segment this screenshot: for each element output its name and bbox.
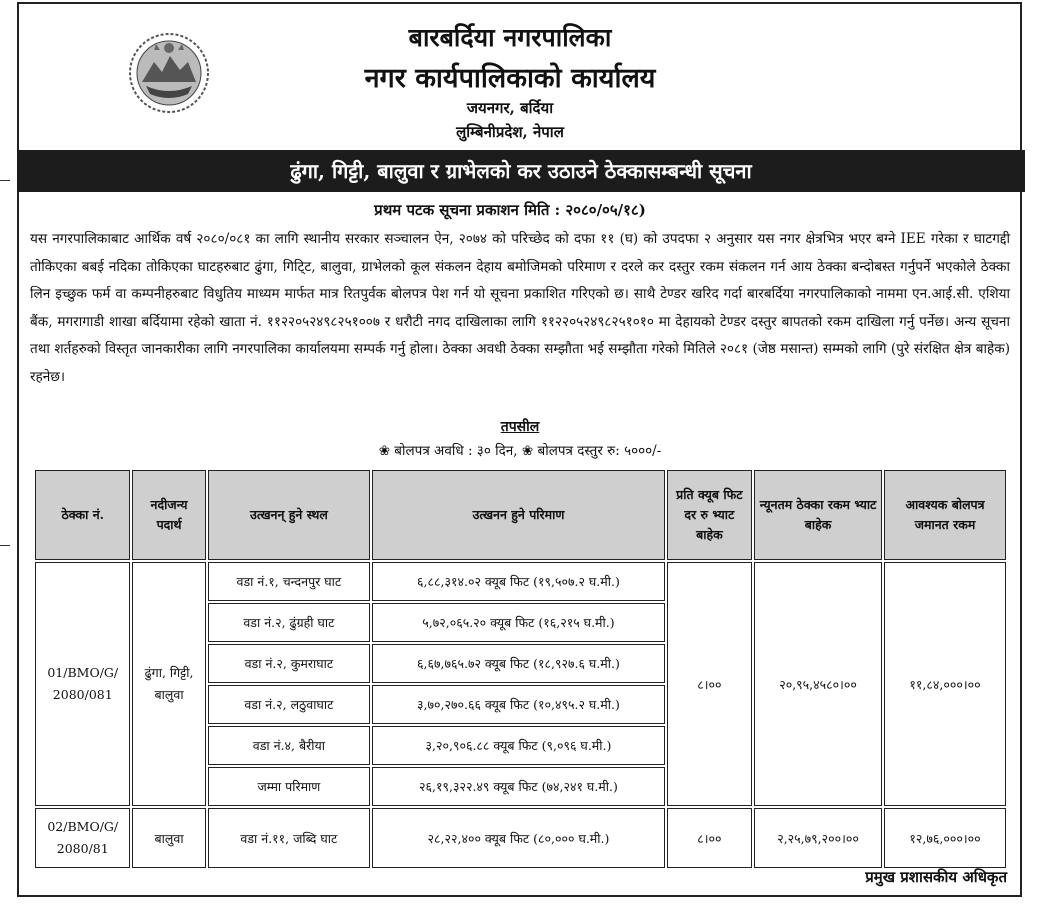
deposit-cell: ११,८४,०००।०० <box>884 562 1006 806</box>
header-deposit: आवश्यक बोलपत्र जमानत रकम <box>884 470 1006 560</box>
margin-mark <box>0 545 10 546</box>
rate-cell: ८।०० <box>667 808 752 868</box>
table-row <box>35 562 1006 601</box>
quantity-cell: ५,७२,०६५.२० क्यूब फिट (१६,२१५ घ.मी.) <box>372 603 665 642</box>
contract-table <box>33 468 1008 870</box>
header-rate: प्रति क्यूब फिट दर रु भ्याट बाहेक <box>667 470 752 560</box>
deposit-cell: १२,७६,०००।०० <box>884 808 1006 868</box>
signatory-title: प्रमुख प्रशासकीय अधिकृत <box>865 868 1007 886</box>
margin-mark <box>0 180 10 181</box>
quantity-cell: २८,२२,४०० क्यूब फिट (८०,००० घ.मी.) <box>372 808 665 868</box>
contract-no-cell: 02/BMO/G/ 2080/81 <box>35 808 130 868</box>
government-emblem-icon <box>128 32 210 114</box>
site-cell: वडा नं.४, बैरीया <box>208 726 371 765</box>
contract-no-cell: 01/BMO/G/ 2080/081 <box>35 562 130 806</box>
total-label-cell: जम्मा परिमाण <box>208 767 371 806</box>
quantity-cell: ३,२०,९०६.८८ क्यूब फिट (९,०९६ घ.मी.) <box>372 726 665 765</box>
min-amount-cell: २,२५,७९,२००।०० <box>754 808 882 868</box>
notice-body: यस नगरपालिकाबाट आर्थिक वर्ष २०८०/०८१ का लागि स्थानीय सरकार सञ्चालन ऐन, २०७४ को परिच्छेद को दफा ११ (घ) को उपदफा २ अनुसार यस नगर क्षेत्रभित्र भएर बग्ने IEE गरेका र घाटगद्दी तोकिएका बबई नदिका तोकिएका घाटहरुबाट ढुंगा, गिटि्ट, बालुवा, ग्राभेलको कूल संकलन देहाय बमोजिमको परिमाण र दरले कर दस्तुर रकम संकलन गर्न आय ठेक्का बन्दोबस्त गर्नुपर्ने भएकोले ठेक्का लिन इच्छुक फर्म वा कम्पनीहरुबाट विधुतिय माध्यम मार्फत मात्र रितपुर्वक बोलपत्र पेश गर्न यो सूचना प्रकाशित गरिएको छ। साथै टेण्डर खरिद गर्दा बारबर्दिया नगरपालिकाको नाममा एन.आई.सी. एशिया बैंक, मगरागाडी शाखा बर्दियामा रहेको खाता नं. ११२२०५२४९८२५१००७ र धरौटी नगद दाखिलाका लागि ११२२०५२४९८२५१०१० मा देहायको टेण्डर दस्तुर बापतको रकम दाखिला गर्नु पर्नेछ। अन्य सूचना तथा शर्तहरुको विस्तृत जानकारीका लागि नगरपालिका कार्यालयमा सम्पर्क गर्नु होला। ठेक्का अवधी ठेक्का सम्झौता भई सम्झौता गरेको मितिले २०८१ (जेष्ठ मसान्त) सम्मको लागि (पुरे संरक्षित क्षेत्र बाहेक) रहनेछ। <box>30 231 1010 385</box>
site-cell: वडा नं.११, जब्दि घाट <box>208 808 371 868</box>
details-subheading: तपसील <box>500 419 540 435</box>
office-address-city: जयनगर, बर्दिया <box>466 99 554 117</box>
site-cell: वडा नं.२, कुमराघाट <box>208 644 371 683</box>
material-cell: बालुवा <box>132 808 205 868</box>
header-site: उत्खनन् हुने स्थल <box>208 470 371 560</box>
office-address-province: लुम्बिनीप्रदेश, नेपाल <box>456 123 564 141</box>
quantity-cell: ३,७०,२७०.६६ क्यूब फिट (१०,४९५.२ घ.मी.) <box>372 685 665 724</box>
site-cell: वडा नं.२, लठुवाघाट <box>208 685 371 724</box>
header-min-amount: न्यूनतम ठेक्का रकम भ्याट बाहेक <box>754 470 882 560</box>
total-quantity-cell: २६,१९,३२२.४९ क्यूब फिट (७४,२४१ घ.मी.) <box>372 767 665 806</box>
office-name: नगर कार्यपालिकाको कार्यालय <box>364 63 656 94</box>
table-row <box>35 808 1006 868</box>
material-cell: ढुंगा, गिट्टी, बालुवा <box>132 562 205 806</box>
notice-title-banner: ढुंगा, गिट्टी, बालुवा र ग्राभेलको कर उठाउने ठेक्कासम्बन्धी सूचना <box>17 150 1025 192</box>
header-quantity: उत्खनन हुने परिमाण <box>372 470 665 560</box>
site-cell: वडा नं.२, ढुंग्रही घाट <box>208 603 371 642</box>
min-amount-cell: २०,९५,४५८०।०० <box>754 562 882 806</box>
header-material: नदीजन्य पदार्थ <box>132 470 205 560</box>
publish-date: प्रथम पटक सूचना प्रकाशन मिति : २०८०/०५/१८) <box>374 201 646 219</box>
rate-cell: ८।०० <box>667 562 752 806</box>
tender-note: ❀ बोलपत्र अवधि : ३० दिन, ❀ बोलपत्र दस्तुर रु: ५०००/- <box>378 443 662 459</box>
site-cell: वडा नं.१, चन्दनपुर घाट <box>208 562 371 601</box>
quantity-cell: ६,८८,३१४.०२ क्यूब फिट (१९,५०७.२ घ.मी.) <box>372 562 665 601</box>
table-header-row <box>35 470 1006 560</box>
header-contract-no: ठेक्का नं. <box>35 470 130 560</box>
quantity-cell: ६,६७,७६५.७२ क्यूब फिट (१८,९२७.६ घ.मी.) <box>372 644 665 683</box>
municipality-name: बारबर्दिया नगरपालिका <box>408 23 612 52</box>
